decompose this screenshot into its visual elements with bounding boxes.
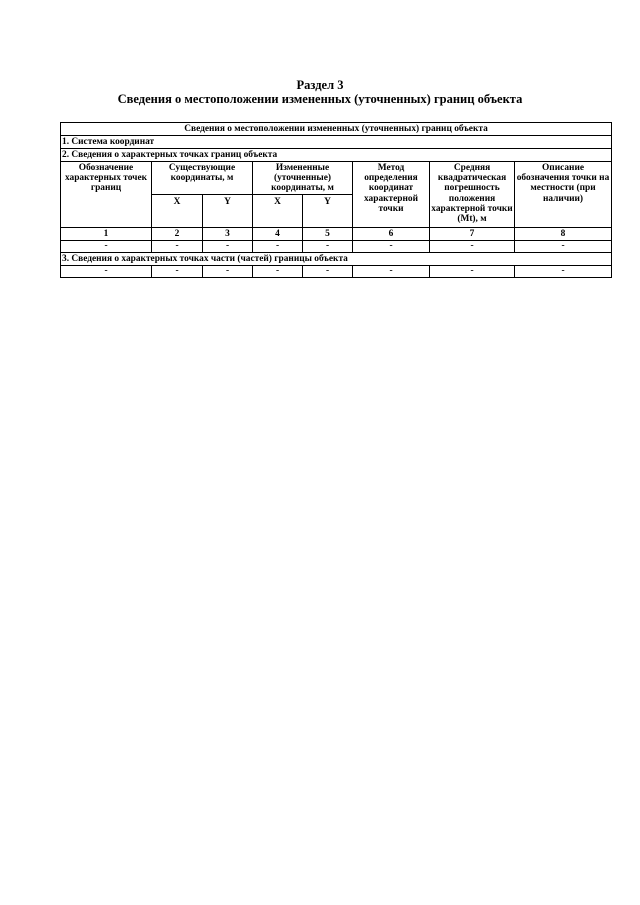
table-cell: - [61, 265, 152, 277]
column-number: 8 [515, 227, 612, 240]
section-part-boundary-points: 3. Сведения о характерных точках части (частей) границы объекта [61, 252, 612, 265]
header-existing-x: X [152, 194, 203, 227]
table-cell: - [253, 265, 303, 277]
table-row [61, 240, 612, 252]
column-number: 1 [61, 227, 152, 240]
table-cell: - [430, 265, 515, 277]
column-number: 4 [253, 227, 303, 240]
header-changed-x: X [253, 194, 303, 227]
page-heading [0, 78, 640, 106]
table-cell: - [61, 240, 152, 252]
table-cell: - [353, 240, 430, 252]
section-boundary-points: 2. Сведения о характерных точках границ объекта [61, 149, 612, 162]
column-number: 7 [430, 227, 515, 240]
header-existing-y: Y [203, 194, 253, 227]
section-coordinate-system: 1. Система координат [61, 136, 612, 149]
column-numbers-row [61, 227, 612, 240]
table-cell: - [152, 240, 203, 252]
table-cell: - [203, 240, 253, 252]
table-cell: - [203, 265, 253, 277]
column-number: 2 [152, 227, 203, 240]
header-point-description: Описание обозначения точки на местности (при наличии) [515, 162, 612, 228]
section-title: Раздел 3 [296, 78, 344, 92]
table-row [61, 265, 612, 277]
header-existing-coordinates: Существующие координаты, м [152, 162, 253, 195]
header-method: Метод определения координат характерной точки [353, 162, 430, 228]
column-number: 3 [203, 227, 253, 240]
header-mean-square-error: Средняя квадратическая погрешность положения характерной точки (Mt), м [430, 162, 515, 228]
table-cell: - [353, 265, 430, 277]
table-cell: - [430, 240, 515, 252]
column-number: 5 [303, 227, 353, 240]
table-cell: - [152, 265, 203, 277]
header-changed-coordinates: Измененные (уточненные) координаты, м [253, 162, 353, 195]
table-cell: - [515, 265, 612, 277]
table-cell: - [303, 240, 353, 252]
table-cell: - [515, 240, 612, 252]
table-cell: - [303, 265, 353, 277]
table-cell: - [253, 240, 303, 252]
section-subtitle: Сведения о местоположении измененных (уточненных) границ объекта [117, 92, 523, 106]
header-changed-y: Y [303, 194, 353, 227]
table-title: Сведения о местоположении измененных (уточненных) границ объекта [61, 123, 612, 136]
header-point-designation: Обозначение характерных точек границ [61, 162, 152, 228]
column-number: 6 [353, 227, 430, 240]
boundaries-table [60, 122, 612, 278]
